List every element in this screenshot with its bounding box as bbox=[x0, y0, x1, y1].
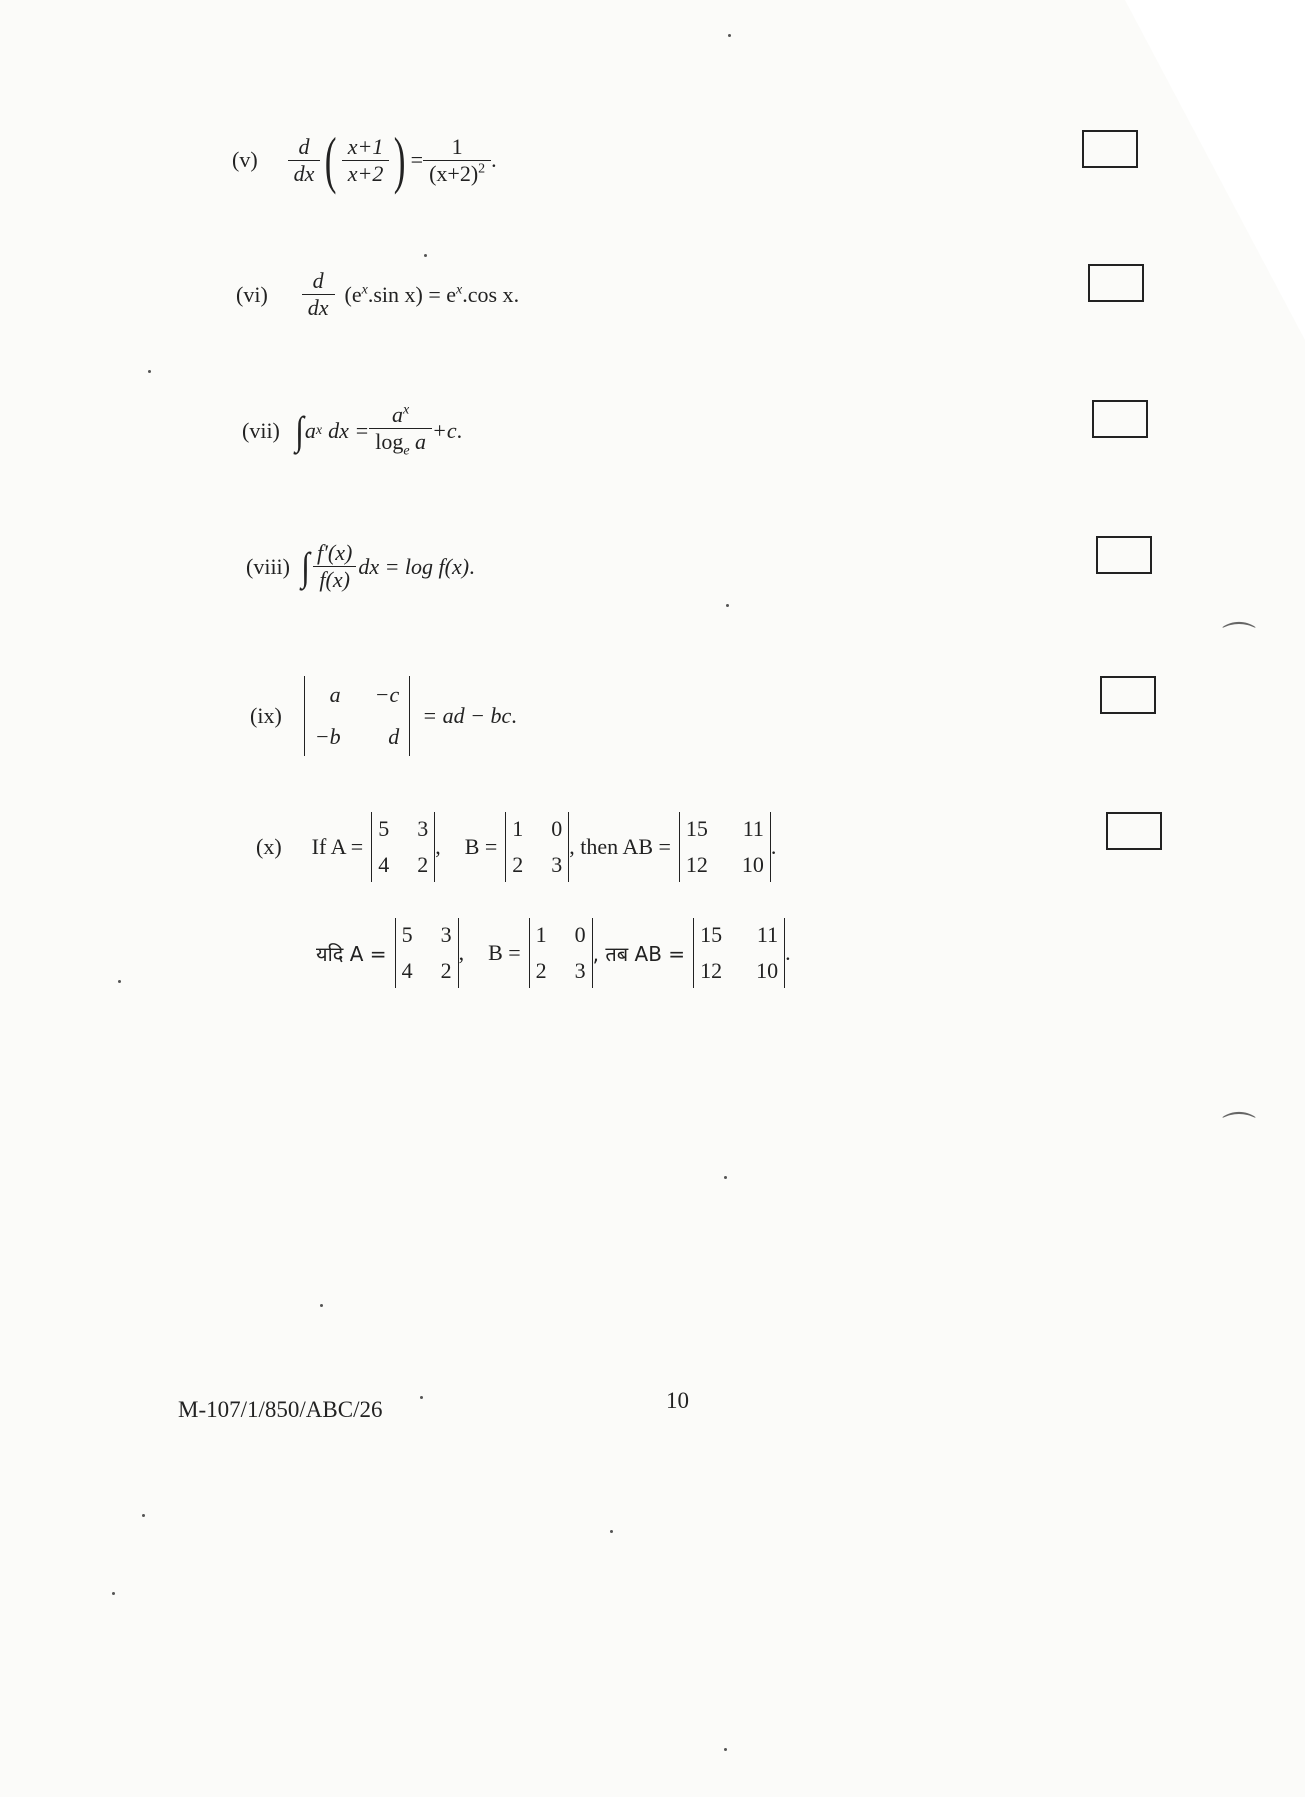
speck bbox=[610, 1530, 613, 1533]
page-number: 10 bbox=[666, 1388, 689, 1413]
right-paren: ) bbox=[394, 124, 406, 195]
item-viii-label: (viii) bbox=[246, 553, 290, 579]
speck bbox=[142, 1514, 145, 1517]
item-vi bbox=[236, 268, 519, 321]
speck bbox=[148, 370, 151, 373]
integral-sign: ∫ bbox=[301, 543, 310, 589]
speck bbox=[724, 1748, 727, 1751]
speck bbox=[424, 254, 427, 257]
answer-box-vi[interactable] bbox=[1088, 264, 1144, 302]
item-viii: (viii) ∫ $\frac{f'(x)}{f(x)}$ dx = log f(x) . bbox=[246, 540, 475, 592]
answer-box-vii[interactable] bbox=[1092, 400, 1148, 438]
item-v-derivative: $\frac{d}{dx}$ bbox=[288, 134, 321, 187]
matrix-ab-hindi: 15 11 12 10 bbox=[693, 918, 785, 988]
item-ix-label: (ix) bbox=[250, 703, 282, 728]
item-vi-derivative: $\frac{d}{dx}$ bbox=[302, 268, 335, 321]
answer-box-x[interactable] bbox=[1106, 812, 1162, 850]
speck bbox=[118, 980, 121, 983]
answer-box-v[interactable] bbox=[1082, 130, 1138, 168]
item-vii: (vii) ∫ a x dx = $\frac{a^x}{\log_e a}$ +c . bbox=[242, 402, 463, 459]
item-x: (x) If A = 5 3 4 2 , B = 1 0 2 3 , then AB = 15 11 12 10 . bbox=[256, 812, 776, 882]
matrix-ab: 15 11 12 10 bbox=[679, 812, 771, 882]
matrix-b: 1 0 2 3 bbox=[505, 812, 569, 882]
speck bbox=[724, 1176, 727, 1179]
speck bbox=[728, 34, 731, 37]
item-x-hindi: यदि A = 5 3 4 2 , B = 1 0 2 3 , तब AB = 15 11 12 10 . bbox=[316, 918, 791, 988]
page-corner-fold bbox=[1125, 0, 1305, 340]
item-vii-label: (vii) bbox=[242, 417, 280, 443]
integral-sign: ∫ bbox=[294, 407, 304, 453]
item-v: (v) $\frac{d}{dx}$ ( $\frac{x+1}{x+2}$ ) = $\frac{1}{(x+2)^2}$ . bbox=[232, 124, 497, 195]
item-vi-label: (vi) bbox=[236, 281, 268, 307]
matrix-b-hindi: 1 0 2 3 bbox=[529, 918, 593, 988]
item-vii-fraction: $\frac{a^x}{\log_e a}$ bbox=[369, 402, 432, 459]
punch-mark-icon: ⌒ bbox=[1222, 1112, 1256, 1149]
item-viii-fraction: $\frac{f'(x)}{f(x)}$ bbox=[311, 540, 358, 593]
matrix-a: 5 3 4 2 bbox=[371, 812, 435, 882]
item-v-rhs-fraction: $\frac{1}{(x+2)^2}$ bbox=[423, 134, 491, 187]
item-x-label: (x) bbox=[256, 834, 282, 859]
answer-box-ix[interactable] bbox=[1100, 676, 1156, 714]
item-v-label: (v) bbox=[232, 147, 258, 172]
paper-code: M-107/1/850/ABC/26 bbox=[178, 1397, 383, 1422]
item-vi-expression: ($e^x.\sin$ $x) = e^x.\cos$ x. bbox=[344, 281, 520, 307]
speck bbox=[112, 1592, 115, 1595]
speck bbox=[726, 604, 729, 607]
item-v-inner-fraction: $\frac{x+1}{x+2}$ bbox=[342, 134, 390, 187]
item-ix: (ix) a −c −b d = ad − bc . bbox=[250, 676, 517, 756]
item-ix-determinant: a −c −b d bbox=[304, 676, 410, 756]
answer-box-viii[interactable] bbox=[1096, 536, 1152, 574]
punch-mark-icon: ⌒ bbox=[1222, 622, 1256, 659]
left-paren: ( bbox=[325, 124, 337, 195]
speck bbox=[420, 1396, 423, 1399]
matrix-a-hindi: 5 3 4 2 bbox=[395, 918, 459, 988]
speck bbox=[320, 1304, 323, 1307]
